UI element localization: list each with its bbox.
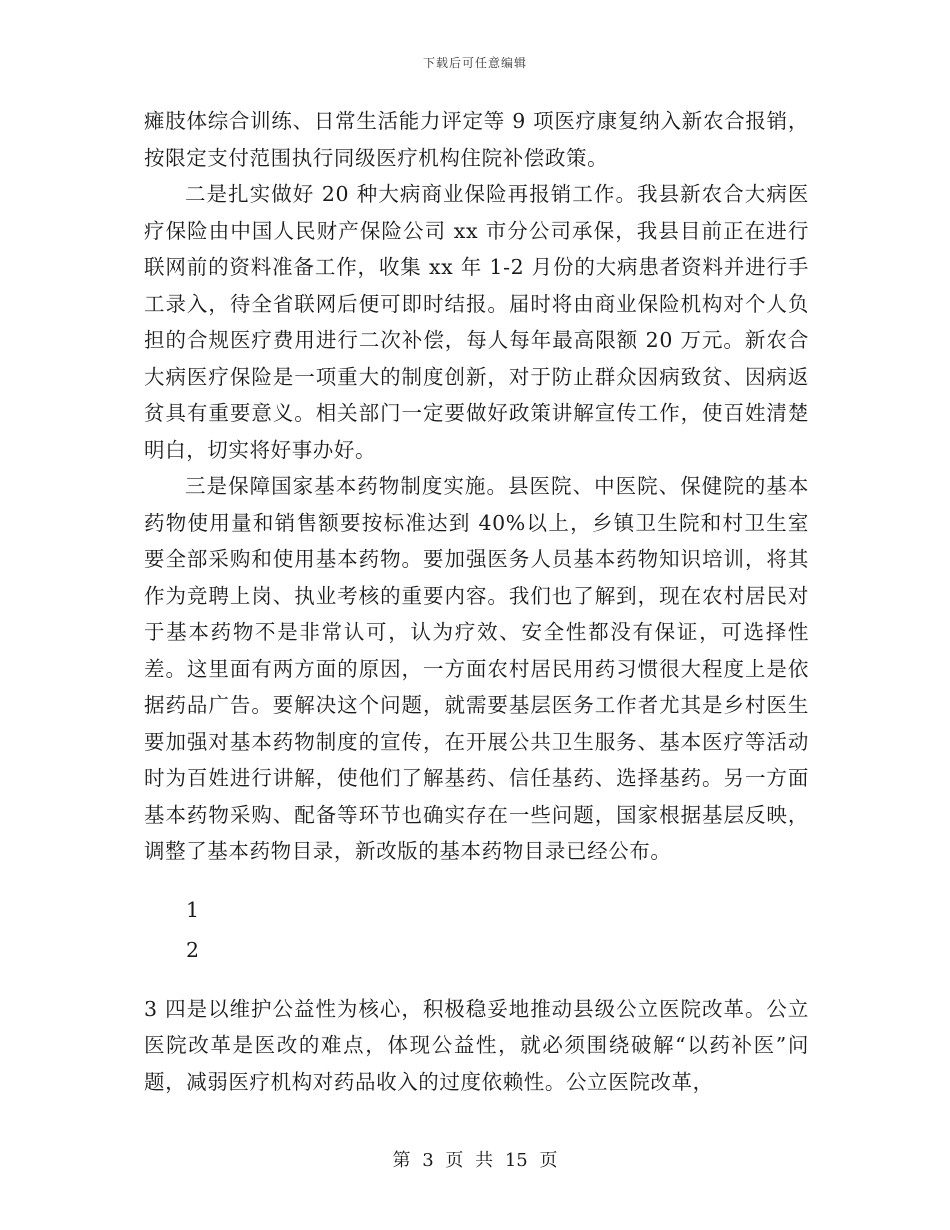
page-number-footer: 第 3 页 共 15 页	[392, 1150, 558, 1171]
document-body	[144, 103, 809, 1100]
paragraph-item-three: 三是保障国家基本药物制度实施。县医院、中医院、保健院的基本药物使用量和销售额要按标准达到 40%以上，乡镇卫生院和村卫生室要全部采购和使用基本药物。要加强医务人员基本药物知识培训，将其作为竞聘上岗、执业考核的重要内容。我们也了解到，现在农村居民对于基本药物不是非常认可，认为疗效、安全性都没有保证，可选择性差。这里面有两方面的原因，一方面农村居民用药习惯很大程度上是依据药品广告。要解决这个问题，就需要基层医务工作者尤其是乡村医生要加强对基本药物制度的宣传，在开展公共卫生服务、基本医疗等活动时为百姓进行讲解，使他们了解基药、信任基药、选择基药。另一方面基本药物采购、配备等环节也确实存在一些问题，国家根据基层反映，调整了基本药物目录，新改版的基本药物目录已经公布。	[144, 474, 809, 863]
page-header: 下载后可任意编辑	[422, 56, 527, 70]
page-marker-2: 2	[186, 938, 200, 962]
page-marker-1: 1	[186, 897, 200, 922]
paragraph-item-two: 二是扎实做好 20 种大病商业保险再报销工作。我县新农合大病医疗保险由中国人民财产保险公司 xx 市分公司承保，我县目前正在进行联网前的资料准备工作，收集 xx 年 1-2 月份的大病患者资料并进行手工录入，待全省联网后便可即时结报。届时将由商业保险机构对个人负担的合规医疗费用进行二次补偿，每人每年最高限额 20 万元。新农合大病医疗保险是一项重大的制度创新，对于防止群众因病致贫、因病返贫具有重要意义。相关部门一定要做好政策讲解宣传工作，使百姓清楚明白，切实将好事办好。	[144, 182, 809, 462]
paragraph-item-four: 3 四是以维护公益性为核心，积极稳妥地推动县级公立医院改革。公立医院改革是医改的难点，体现公益性，就必须围绕破解“以药补医”问题，减弱医疗机构对药品收入的过度依赖性。公立医院改革，	[144, 996, 809, 1094]
paragraph-continuation: 瘫肢体综合训练、日常生活能力评定等 9 项医疗康复纳入新农合报销，按限定支付范围执行同级医疗机构住院补偿政策。	[144, 109, 809, 170]
